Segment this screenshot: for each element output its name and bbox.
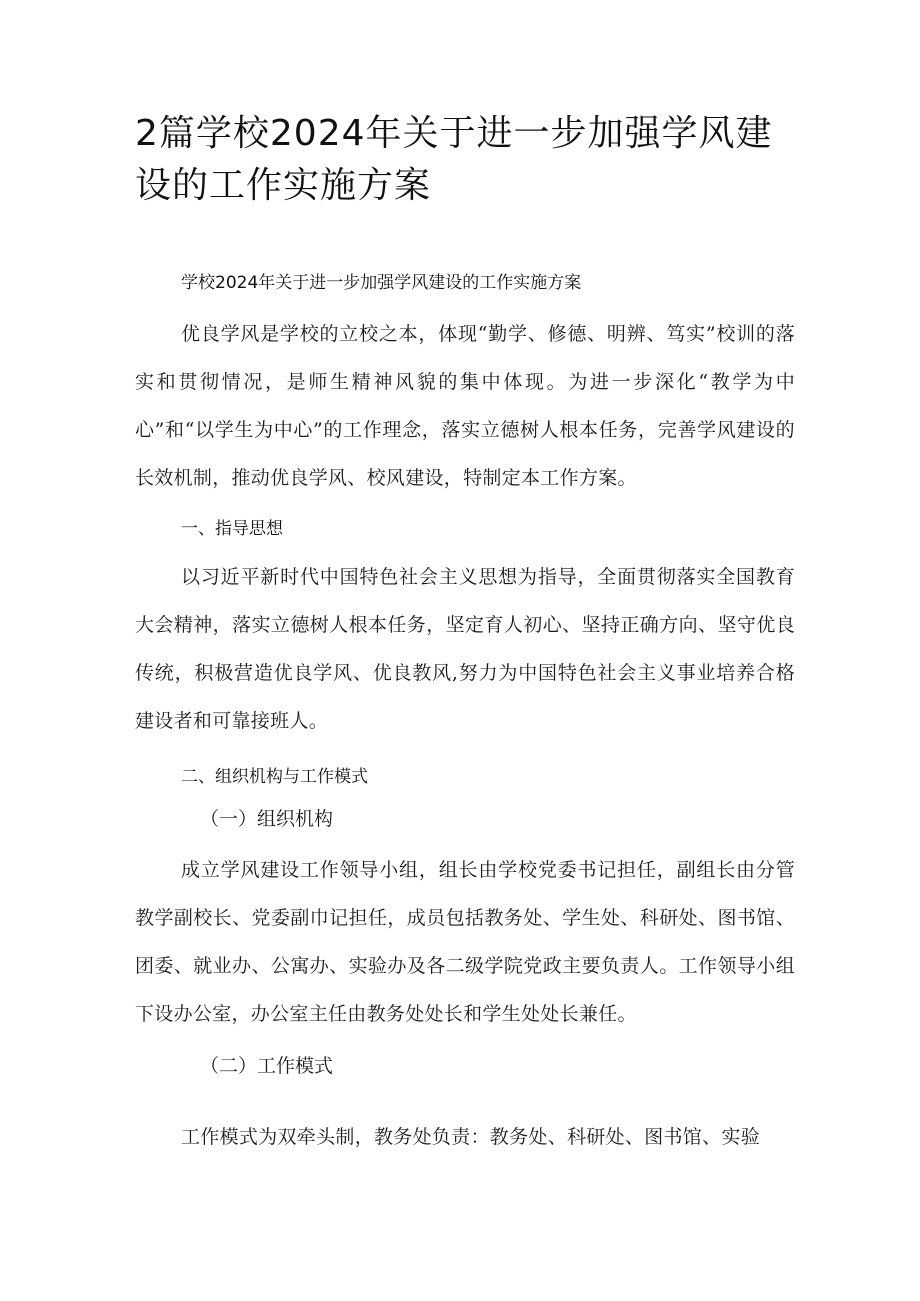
section-heading-organization: 二、组织机构与工作模式 [181, 767, 368, 787]
subsection-heading-organization: （一）组织机构 [200, 808, 334, 830]
organization-paragraph: 成立学风建设工作领导小组，组长由学校党委书记担任，副组长由分管教学副校长、党委副巾记担任，成员包括教务处、学生处、科研处、图书馆、团委、就业办、公寓办、实验办及各二级学院党政主要负责人。工作领导小组下设办公室，办公室主任由教务处处长和学生处处长兼任。 [135, 859, 795, 1025]
work-mode-paragraph: 工作模式为双牵头制，教务处负责：教务处、科研处、图书馆、实验 [181, 1126, 761, 1148]
subsection-heading-work-mode: （二）工作模式 [200, 1055, 334, 1077]
section-heading-guiding-ideology: 一、指导思想 [181, 519, 283, 539]
intro-paragraph: 优良学风是学校的立校之本，体现“勤学、修德、明辨、笃实”校训的落实和贯彻情况，是师生精神风貌的集中体现。为进一步深化“教学为中心”和“以学生为中心”的工作理念，落实立德树人根本任务，完善学风建设的长效机制，推动优良学风、校风建设，特制定本工作方案。 [135, 323, 795, 489]
document-title: 2篇学校2024年关于进一步加强学风建设的工作实施方案 [135, 113, 773, 206]
guiding-ideology-paragraph: 以习近平新时代中国特色社会主义思想为指导，全面贯彻落实全国教育大会精神，落实立德树人根本任务，坚定育人初心、坚持正确方向、坚守优良传统，积极营造优良学风、优良教风,努力为中国特色社会主义事业培养合格建设者和可靠接班人。 [135, 566, 795, 732]
document-subtitle: 学校2024年关于进一步加强学风建设的工作实施方案 [181, 273, 582, 293]
